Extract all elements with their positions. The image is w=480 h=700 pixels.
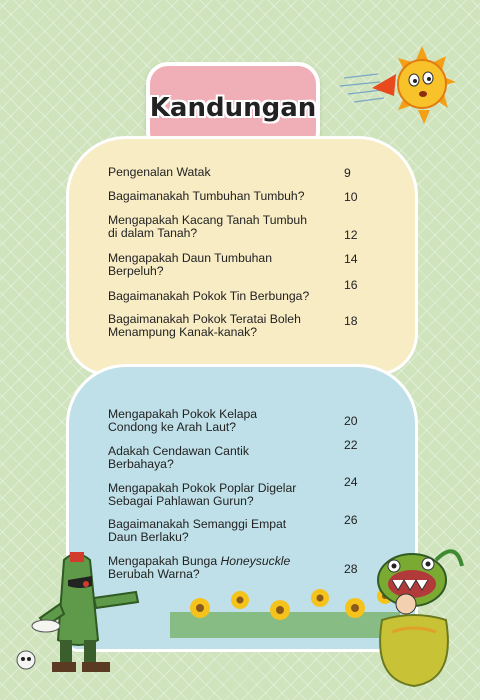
toc-entry-2[interactable] xyxy=(108,190,338,203)
toc-page-number: 10 xyxy=(344,190,358,204)
toc-entry-title: Adakah Cendawan Cantik xyxy=(108,444,249,458)
toc-entry-6[interactable] xyxy=(108,313,338,339)
toc-page-number: 20 xyxy=(344,414,358,428)
toc-page-number: 18 xyxy=(344,314,358,328)
toc-page-number: 16 xyxy=(344,278,358,292)
toc-page-number: 9 xyxy=(344,166,351,180)
toc-entry-title-line2: Berbahaya? xyxy=(108,457,174,471)
toc-entry-8[interactable] xyxy=(108,445,338,471)
toc-entry-title-line2: Daun Berlaku? xyxy=(108,530,189,544)
toc-page-number: 28 xyxy=(344,562,358,576)
toc-page-number: 22 xyxy=(344,438,358,452)
toc-entry-title: Bagaimanakah Pokok Teratai Boleh xyxy=(108,312,301,326)
toc-entry-title-line2: Sebagai Pahlawan Gurun? xyxy=(108,494,254,508)
pitcher-plant-character-illustration xyxy=(352,540,476,690)
toc-entry-3[interactable] xyxy=(108,214,338,240)
toc-entry-title: Mengapakah Pokok Kelapa xyxy=(108,407,258,421)
toc-entry-title: Bagaimanakah Pokok Tin Berbunga? xyxy=(108,289,310,303)
toc-entry-title: Mengapakah Daun Tumbuhan xyxy=(108,251,272,265)
toc-page-number: 14 xyxy=(344,252,358,266)
toc-entry-1[interactable] xyxy=(108,166,338,179)
toc-entry-title: Mengapakah Kacang Tanah Tumbuh xyxy=(108,213,307,227)
page-title: Kandungan xyxy=(149,93,317,123)
toc-entry-4[interactable] xyxy=(108,252,338,278)
toc-entry-9[interactable] xyxy=(108,482,338,508)
toc-entry-title: Pengenalan Watak xyxy=(108,165,211,179)
toc-entry-5[interactable] xyxy=(108,290,338,303)
toc-page-number: 24 xyxy=(344,475,358,489)
toc-entry-title-line2: Berpeluh? xyxy=(108,264,164,278)
sun-character-illustration xyxy=(338,44,460,126)
toc-entry-title-line2: Condong ke Arah Laut? xyxy=(108,420,237,434)
toc-entry-7[interactable] xyxy=(108,408,338,434)
toc-page-number: 12 xyxy=(344,228,358,242)
toc-entry-title: Bagaimanakah Tumbuhan Tumbuh? xyxy=(108,189,305,203)
toc-entry-title: Bagaimanakah Semanggi Empat xyxy=(108,517,287,531)
toc-entry-title: Mengapakah Bunga Honeysuckle xyxy=(108,554,291,568)
cactus-character-illustration xyxy=(6,540,156,680)
toc-page-number: 26 xyxy=(344,513,358,527)
toc-entry-title-line2: di dalam Tanah? xyxy=(108,226,198,240)
toc-entry-title-line2: Berubah Warna? xyxy=(108,567,200,581)
toc-entry-title-line2: Menampung Kanak-kanak? xyxy=(108,325,258,339)
toc-entry-title: Mengapakah Pokok Poplar Digelar xyxy=(108,481,297,495)
